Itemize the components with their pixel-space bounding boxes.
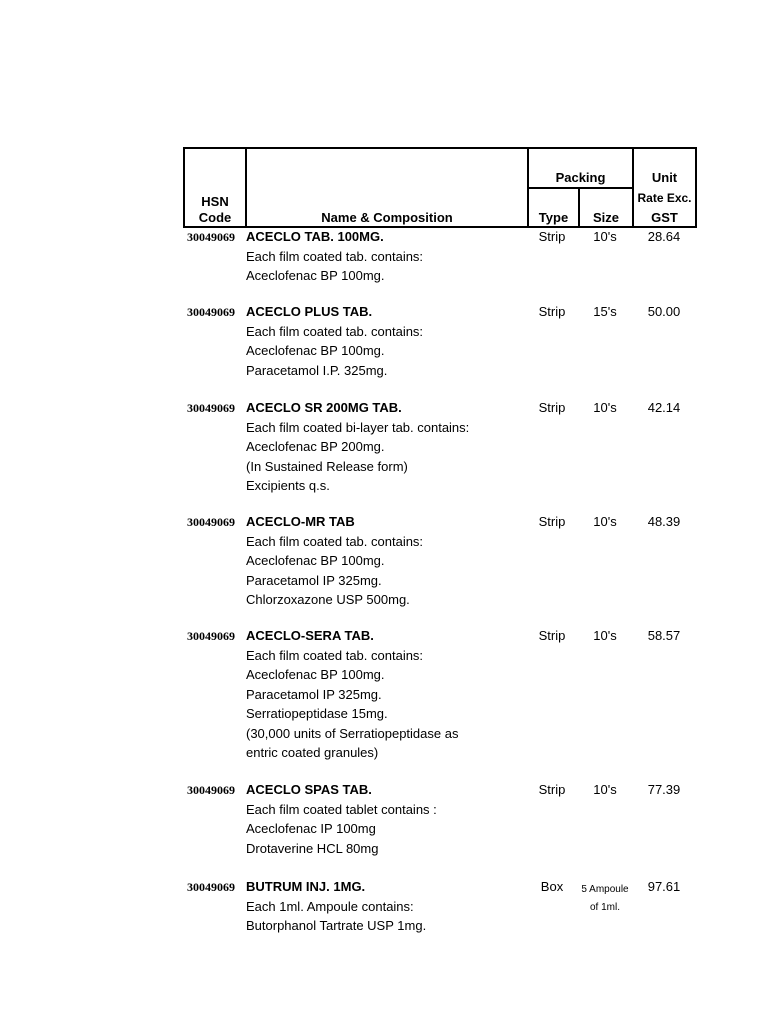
table-header [183,147,697,228]
hsn-code: 30049069 [187,305,235,319]
composition-line: Aceclofenac BP 100mg. [246,667,385,682]
hsn-code: 30049069 [187,629,235,643]
composition-line: Each 1ml. Ampoule contains: [246,898,414,914]
composition-line: Butorphanol Tartrate USP 1mg. [246,918,427,933]
unit-rate: 58.57 [647,628,681,643]
pack-size: 10's [593,400,617,415]
gst-header: GST [651,210,678,225]
product-name: ACECLO-SERA TAB. [246,628,374,643]
code-header: Code [198,210,232,225]
pack-type: Box [540,879,564,894]
size-header: Size [592,210,619,225]
unit-rate: 97.61 [647,879,681,894]
composition-line: Chlorzoxazone USP 500mg. [246,592,410,607]
pack-size: 5 Ampoule [581,884,629,895]
pack-type: Strip [538,229,566,244]
pack-size: 10's [593,229,617,244]
rate-header: Rate Exc. [637,191,692,205]
composition-line: Paracetamol I.P. 325mg. [246,362,388,378]
product-name: ACECLO-MR TAB [246,514,355,529]
composition-line: Paracetamol IP 325mg. [246,572,382,588]
composition-line: Aceclofenac BP 200mg. [246,439,385,454]
composition-line: Each film coated tab. contains: [246,323,424,339]
unit-rate: 48.39 [647,514,681,529]
hsn-header: HSN [201,194,229,209]
pack-size: 15's [593,304,617,319]
composition-line: Aceclofenac IP 100mg [246,821,376,836]
pack-size: of 1ml. [589,902,620,913]
unit-rate: 28.64 [647,229,681,244]
product-name: ACECLO SPAS TAB. [246,782,372,797]
pack-type: Strip [538,304,566,319]
product-name: ACECLO TAB. 100MG. [246,229,384,244]
pack-size: 10's [593,782,617,797]
composition-line: Each film coated tab. contains: [246,647,424,663]
composition-line: Aceclofenac BP 100mg. [246,553,385,568]
unit-header: Unit [651,170,678,185]
product-name: ACECLO PLUS TAB. [246,304,373,319]
unit-rate: 42.14 [647,400,681,415]
composition-line: Each film coated bi-layer tab. contains: [246,419,470,435]
unit-rate: 50.00 [647,304,681,319]
composition-line: Paracetamol IP 325mg. [246,686,382,702]
hsn-code: 30049069 [187,515,235,529]
composition-line: Each film coated tab. contains: [246,533,424,549]
unit-rate: 77.39 [647,782,681,797]
pack-size: 10's [593,628,617,643]
hsn-code: 30049069 [187,880,235,894]
composition-line: Aceclofenac BP 100mg. [246,343,385,358]
type-header: Type [538,210,569,225]
pack-type: Strip [538,400,566,415]
product-name: BUTRUM INJ. 1MG. [246,879,366,894]
composition-line: Each film coated tab. contains: [246,248,424,264]
product-name: ACECLO SR 200MG TAB. [246,400,402,415]
pack-type: Strip [538,628,566,643]
composition-line: Drotaverine HCL 80mg [246,840,379,856]
packing-divider [527,187,632,189]
name-header: Name & Composition [321,210,453,225]
hsn-code: 30049069 [187,783,235,797]
composition-line: (In Sustained Release form) [246,458,408,474]
composition-line: entric coated granules) [246,745,379,760]
composition-line: Serratiopeptidase 15mg. [246,706,388,721]
packing-header: Packing [555,170,606,185]
composition-line: Excipients q.s. [246,478,330,493]
pack-size: 10's [593,514,617,529]
pack-type: Strip [538,782,566,797]
pack-type: Strip [538,514,566,529]
composition-line: Each film coated tablet contains : [246,801,437,817]
hsn-code: 30049069 [187,401,235,415]
composition-line: (30,000 units of Serratiopeptidase as [246,725,459,741]
hsn-code: 30049069 [187,230,235,244]
composition-line: Aceclofenac BP 100mg. [246,268,385,283]
